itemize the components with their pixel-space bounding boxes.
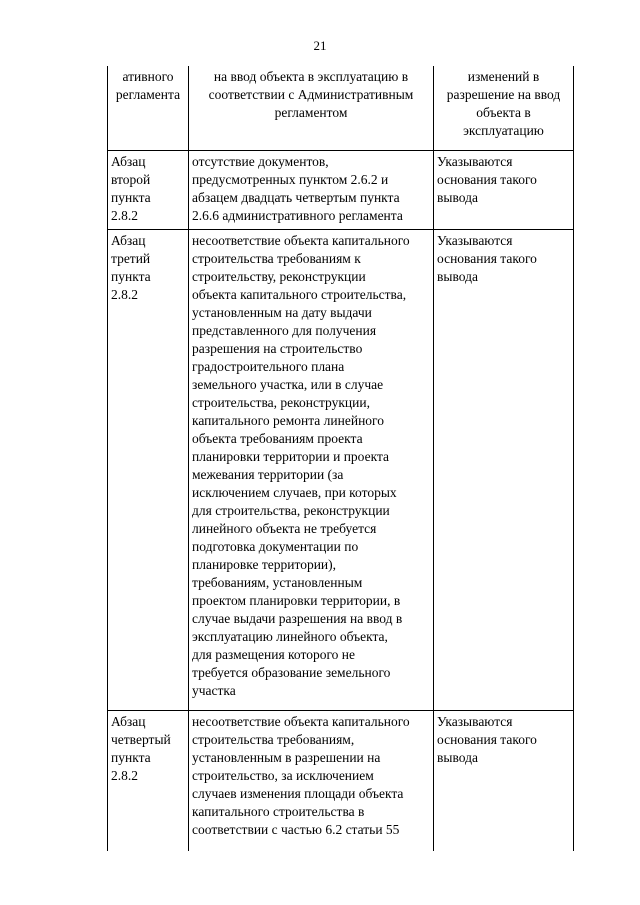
regulation-ref-cell: Абзац второй пункта 2.8.2	[108, 151, 189, 230]
table-header-row	[108, 66, 574, 151]
regulation-ref-cell: Абзац третий пункта 2.8.2	[108, 230, 189, 711]
refusal-reason-cell: несоответствие объекта капитального строительства требованиям к строительству, реконструкции объекта капитального строительства, установленным на дату выдачи представленного для получения разрешения на строительство градостроительного плана земельного участка, или в случае строительства, реконструкции, капитального ремонта линейного объекта требованиям проекта планировки территории и проекта межевания территории (за исключением случаев, при которых для строительства, реконструкции линейного объекта не требуется подготовка документации по планировке территории), требованиям, установленным проектом планировки территории, в случае выдачи разрешения на ввод в эксплуатацию линейного объекта, для размещения которого не требуется образование земельного участка	[189, 230, 434, 711]
table-row	[108, 711, 574, 852]
refusal-reason-cell: отсутствие документов, предусмотренных пунктом 2.6.2 и абзацем двадцать четвертым пункта 2.6.6 административного регламента	[189, 151, 434, 230]
explanation-cell: Указываются основания такого вывода	[434, 151, 574, 230]
header-cell-regulation-ref: ативного регламента	[108, 66, 189, 151]
explanation-cell: Указываются основания такого вывода	[434, 230, 574, 711]
refusal-reason-cell: несоответствие объекта капитального строительства требованиям, установленным в разрешении на строительство, за исключением случаев изменения площади объекта капитального строительства в соответствии с частью 6.2 статьи 55	[189, 711, 434, 852]
table-row	[108, 230, 574, 711]
refusal-grounds-table	[107, 66, 574, 851]
regulation-ref-cell: Абзац четвертый пункта 2.8.2	[108, 711, 189, 852]
header-cell-explanation: изменений в разрешение на ввод объекта в эксплуатацию	[434, 66, 574, 151]
table-row	[108, 151, 574, 230]
explanation-cell: Указываются основания такого вывода	[434, 711, 574, 852]
header-cell-refusal-grounds: на ввод объекта в эксплуатацию в соответствии с Административным регламентом	[189, 66, 434, 151]
page-number: 21	[313, 38, 327, 53]
